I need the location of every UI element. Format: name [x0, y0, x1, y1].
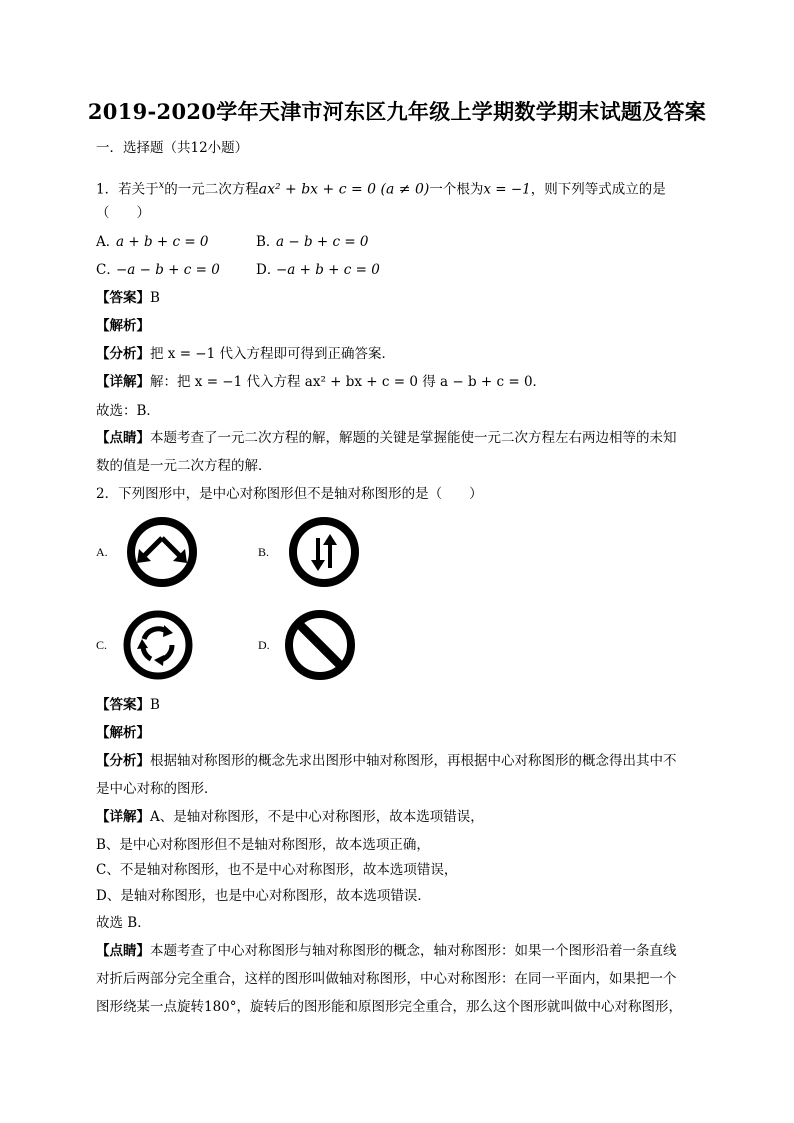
q1-option-d-label: D．: [256, 262, 281, 278]
roundabout-sign-icon: [122, 609, 194, 681]
q2-fenxi-tag: 【分析】: [96, 753, 150, 769]
q1-option-a-label: A．: [96, 234, 120, 250]
q1-stem: [96, 176, 666, 200]
q1-equation: ax² + bx + c = 0 (a ≠ 0): [258, 181, 430, 198]
q2-xiangjie-tag: 【详解】: [96, 809, 150, 825]
q1-answer-tag: 【答案】: [96, 290, 150, 306]
q2-label-c: C.: [96, 638, 108, 652]
q1-fenxi-text: 把 x = −1 代入方程即可得到正确答案．: [150, 346, 395, 362]
q2-fenxi-2: 是中心对称的图形．: [96, 781, 218, 797]
q1-fenxi: [96, 344, 395, 364]
q1-option-c: [96, 260, 220, 280]
q1-answer-value: B: [150, 290, 160, 306]
q1-stem-c: 一个根为: [429, 181, 484, 198]
q2-label-d: D.: [258, 638, 270, 652]
q1-dianjing-1: [96, 428, 677, 448]
q2-answer-tag: 【答案】: [96, 697, 150, 713]
q2-dianjing-1: [96, 941, 677, 961]
q1-xiangjie: [96, 372, 546, 392]
q1-option-b-label: B．: [256, 234, 280, 250]
two-way-traffic-sign-icon: [288, 516, 360, 588]
q1-option-b: [256, 232, 369, 252]
q1-jiexi: 【解析】: [96, 318, 150, 334]
q1-dianjing-text-1: 本题考查了一元二次方程的解，解题的关键是掌握能使一元二次方程左右两边相等的未知: [150, 430, 677, 446]
q2-dianjing-3: 图形绕某一点旋转180°，旋转后的图形能和原图形完全重合，那么这个图形就叫做中心对称图形，: [96, 999, 683, 1015]
diverging-arrows-sign-icon: [126, 516, 198, 588]
q2-xiangjie-c: C、不是轴对称图形，也不是中心对称图形，故本选项错误，: [96, 862, 458, 878]
q2-xiangjie-b: B、是中心对称图形但不是轴对称图形，故本选项正确，: [96, 837, 430, 853]
q2-jiexi: 【解析】: [96, 725, 150, 741]
q1-xiangjie-tag: 【详解】: [96, 374, 150, 390]
no-entry-sign-icon: [284, 609, 356, 681]
q1-option-d-text: −a + b + c = 0: [276, 262, 380, 278]
q2-dianjing-2: 对折后两部分完全重合，这样的图形叫做轴对称图形，中心对称图形：在同一平面内，如果把一个: [96, 971, 677, 987]
q2-guxuan: 故选 B．: [96, 915, 151, 931]
q1-option-d: [256, 260, 380, 280]
q1-answer: [96, 288, 160, 308]
q2-dianjing-tag: 【点睛】: [96, 943, 150, 959]
q1-stem-d: ，则下列等式成立的是: [530, 181, 666, 198]
q2-fenxi-1: [96, 751, 677, 771]
q1-option-c-label: C．: [96, 262, 120, 278]
q2-label-b: B.: [258, 545, 270, 559]
q2-label-a: A.: [96, 545, 108, 559]
q1-option-c-text: −a − b + c = 0: [116, 262, 220, 278]
q2-fenxi-text-1: 根据轴对称图形的概念先求出图形中轴对称图形，再根据中心对称图形的概念得出其中不: [150, 753, 677, 769]
q1-root: x = −1: [483, 181, 531, 198]
q2-dianjing-text-1: 本题考查了中心对称图形与轴对称图形的概念，轴对称图形：如果一个图形沿着一条直线: [150, 943, 677, 959]
q1-dianjing-2: 数的值是一元二次方程的解．: [96, 458, 272, 474]
section-heading: 一．选择题（共12小题）: [96, 140, 249, 156]
q2-xiangjie-d: D、是轴对称图形，也是中心对称图形，故本选项错误．: [96, 888, 431, 904]
page-title: 2019-2020学年天津市河东区九年级上学期数学期末试题及答案: [87, 99, 707, 124]
q1-paren: （ ）: [96, 205, 150, 221]
q2-answer: [96, 695, 160, 715]
q1-guxuan: 故选：B．: [96, 403, 160, 419]
q1-xiangjie-text: 解：把 x = −1 代入方程 ax² + bx + c = 0 得 a − b + c = 0．: [150, 374, 547, 390]
q1-var-x: x: [158, 180, 165, 191]
q2-xiangjie-a: [96, 807, 484, 827]
q2-answer-value: B: [150, 697, 160, 713]
q1-stem-b: 的一元二次方程: [164, 181, 259, 198]
q1-option-a: [96, 232, 209, 252]
q2-stem: 2．下列图形中，是中心对称图形但不是轴对称图形的是（ ）: [96, 486, 483, 502]
q1-stem-a: 1．若关于: [96, 181, 159, 198]
q1-option-b-text: a − b + c = 0: [276, 234, 369, 250]
q2-xiangjie-text-a: A、是轴对称图形，不是中心对称图形，故本选项错误，: [150, 809, 484, 825]
q1-option-a-text: a + b + c = 0: [116, 234, 209, 250]
q1-fenxi-tag: 【分析】: [96, 346, 150, 362]
q1-dianjing-tag: 【点睛】: [96, 430, 150, 446]
